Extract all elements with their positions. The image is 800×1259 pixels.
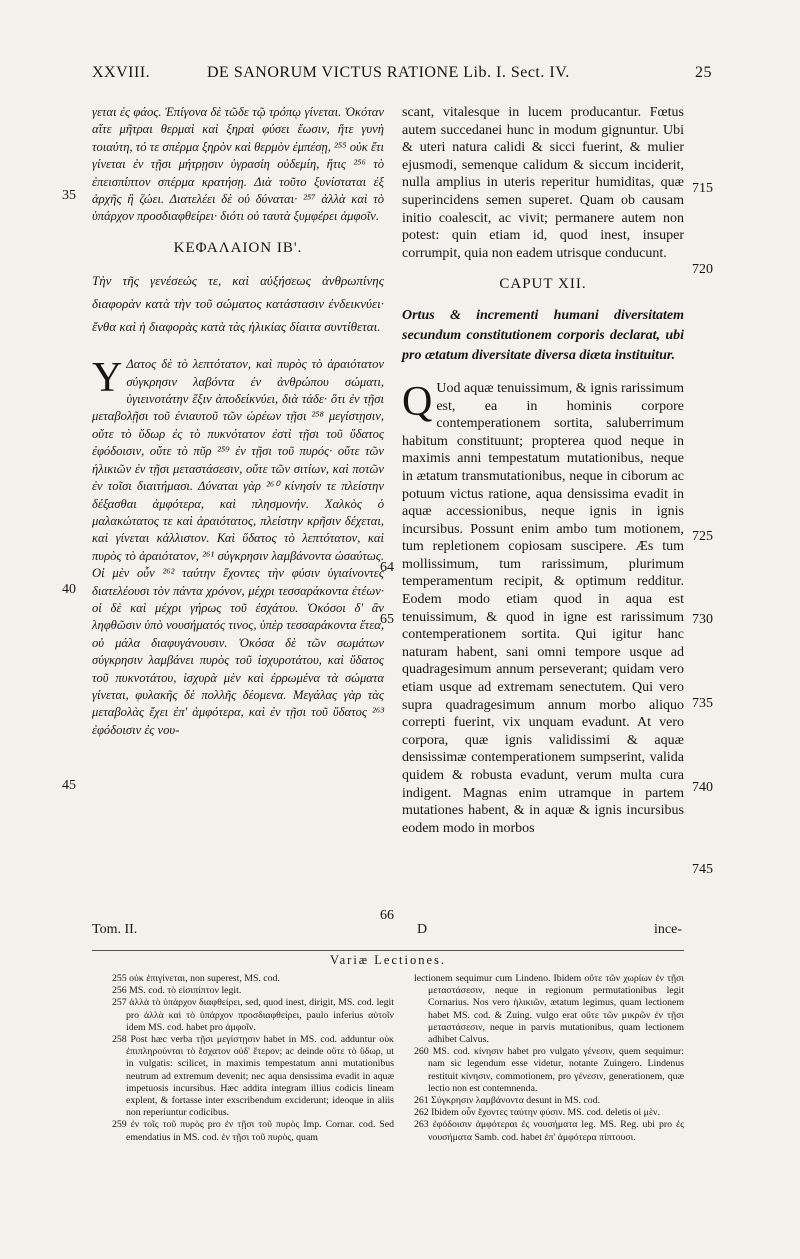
- latin-chapter-summary: Ortus & incrementi humani diversitatem secundum constitutionem corporis declarat, ubi pro ætatum diversitate diversa diæta instituitur.: [402, 307, 684, 363]
- running-header: [92, 64, 712, 86]
- variant-note: 259 ἐν τοῖς τοῦ πυρὸς pro ἐν τῇσι τοῦ πυρὸς Imp. Cornar. cod. Sed emendatius in MS. cod. ἐν τῇσι τοῦ πυρὸς, quam: [112, 1119, 394, 1143]
- variant-note: 260 MS. cod. κίνησιν habet pro vulgato γένεσιν, quem sequimur: nam sic legendum esse videtur, notante Zuingero. Lindenus restituit κίνησιν, commotionem, pro γένεσιν, generationem, quæ lectio non est contemnenda.: [414, 1046, 684, 1094]
- variant-note: 255 οὐκ ἐπιγίνεται, non superest, MS. cod.: [112, 973, 280, 984]
- margin-line-number: 35: [62, 188, 76, 203]
- signature-mark: D: [417, 922, 428, 937]
- variant-note: 257 ἀλλὰ τὸ ὑπάρχον διαφθείρει, sed, quod inest, dirigit, MS. cod. legit pro ἀλλὰ καὶ τὸ ὑπάρχον προσδιαφθείρει, paulo inferius αὐτοῖν idem MS. cod. habet pro ἀμφοῖν.: [112, 997, 394, 1033]
- margin-line-number: 745: [692, 862, 713, 877]
- page-number: 25: [695, 64, 712, 81]
- greek-chapter-summary: Τὴν τῆς γενέσεώς τε, καὶ αὐξήσεως ἀνθρωπίνης διαφορὰν κατὰ τὴν τοῦ σώματος κατάστασιν ἐνδεικνύει· ἔνθα καὶ ἡ διαφορὰς κατὰ τὰς ἡλικίας δίαιτα συντίθεται.: [92, 273, 384, 335]
- variant-note: 258 Post hæc verba τῇσι μεγίστῃσιν habet in MS. cod. adduntur οὐκ ἐπιπληρούνται τὸ ἔσχατον οὐδ' ἔτερον; ac deinde οὔτε τὸ ὕδωρ, ut in vulgatis: scilicet, in maximis tempestatum anni mutationibus neutrum ad extremum devenit; nec aqua densissima evadit in aquæ impetuosis incursibus. Hæc addita integram illius codicis lineam explent, & fortasse inter exscribendum exciderunt; ideoque in aliis non reperiuntur codicibus.: [112, 1034, 394, 1119]
- margin-line-number: 66: [380, 908, 394, 923]
- margin-line-number: 65: [380, 612, 394, 627]
- variae-lectiones-heading: Variæ Lectiones.: [329, 953, 446, 967]
- greek-dropcap: Υ: [92, 355, 123, 402]
- variant-note: 261 Σύγκρησιν λαμβάνοντα desunt in MS. cod.: [414, 1095, 601, 1107]
- margin-line-number: 715: [692, 181, 713, 196]
- running-title: DE SANORUM VICTUS RATIONE Lib. I. Sect. IV.: [207, 64, 570, 81]
- latin-column: [402, 104, 684, 837]
- greek-chapter-heading: ΚΕΦΑΛΑΙΟΝ ΙΒ'.: [173, 239, 303, 256]
- margin-line-number: 40: [62, 582, 76, 597]
- latin-dropcap: Q: [402, 378, 433, 425]
- greek-body-text: Δατος δὲ τὸ λεπτότατον, καὶ πυρὸς τὸ ἀραιότατον σύγκρησιν λαβόντα ἐν ἀνθρώπου σώματι, ὑγιεινοτάτην ἕξιν ἀποδείκνύει, διὰ τάδε· ὅτι ἐν τῇσι μεταβολῇσι τοῦ ἐνιαυτοῦ τῶν ὡρέων τῇσι ²⁵⁸ μεγίστῃσιν, οὔτε τὸ ὕδωρ ἐς τὸ πυκνότατον ἐστὶ τῇσι τοῦ ὕδατος ἐφόδοισιν, οὔτε τὸ πῦρ ²⁵⁹ ἐν τῇσι τοῦ πυρός· οὔτε τῶν ἡλικιῶν ἐν τῇσι μεταστάσεσιν, οὔτε τῶν σιτίων, καὶ ποτῶν ἐν τοῖσι διαιτήμασι. Δύναται γὰρ ²⁶⁰ κίνησίν τε πλείστην δέξασθαι ἀμφότερα, καὶ πλησμονήν. Χαλκὸς ὁ μαλακώτατος τε καὶ ἀραιότατος, πλείστην κρῆσιν δέχεται, καὶ γίνεται κάλλιστον. Καὶ ὕδατος τὸ λεπτότατον, καὶ πυρὸς τὸ ἀραιότατον, ²⁶¹ σύγκρησιν λαμβάνοντα ὡσαύτως. Οἱ μὲν οὖν ²⁶² ταύτην ἔχοντες τὴν φύσιν ὑγιαίνοντες διατελέουσι τὸν πάντα χρόνον, μέχρι τεσσαράκοντα ἐτέων· οἱ δὲ καὶ μέχρι γήρως τοῦ ἐσχάτου. Ὁκόσοι δ' ἂν ληφθῶσιν ὑπὸ νουσήματός τινος, ὑπὲρ τεσσαράκοντα ἔτεα, οὐ μάλα διαφυγάνουσιν. Ὁκόσα δὲ τῶν σωμάτων σύγκρησιν λαμβάνει πυρὸς τοῦ ἰσχυροτάτου, καὶ ὕδατος τοῦ πυκνοτάτου, ἰσχυρὰ μὲν καὶ ἐρρωμένα τὰ σώματα γίνεται, φυλακῆς δὲ πολλῆς δέομενα. Μεγάλας γὰρ τὰς μεταβολὰς ἔχει ἐπ' ἀμφότερα, καὶ ἐν τῇσι τοῦ ὕδατος ²⁶³ ἐφόδοισιν ἐς νου-: [92, 357, 384, 737]
- greek-column: [92, 104, 384, 739]
- page-footer: [92, 922, 682, 944]
- catchword: ince-: [654, 922, 682, 937]
- variant-note: 256 MS. cod. τὸ εἰσιπίπτον legit.: [112, 985, 242, 997]
- greek-opening-text: γεται ἐς φάος. Ἐπίγονα δὲ τῶδε τῷ τρόπῳ γίνεται. Ὁκόταν αἵτε μῆτραι θερμαὶ καὶ ξηραὶ φύσει ἔωσιν, ἥτε γυνὴ τοιαύτη, τό τε σπέρμα ξηρὸν καὶ θερμὸν ἐμπέσῃ, ²⁵⁵ οὐκ ἔτι γίνεται ἐν τῇσι μήτρῃσιν ὑγρασίη οὐδεμίη, ἥτις ²⁵⁶ τὸ ἐπεισπίπτον σπέρμα κρατήσῃ. Διὰ τοῦτο ξυνίσταται ἐξ ἀρχῆς ἢ ζώει. Διατελέει δὲ οὐ δύναται· ²⁵⁷ ἀλλὰ καὶ τὸ ὑπάρχον προσδιαφθείρει· διότι οὐ ταυτὰ ξυμφέρει ἀμφοῖν.: [92, 105, 384, 224]
- margin-line-number: 64: [380, 560, 394, 575]
- section-number: XXVIII.: [92, 64, 151, 81]
- notes-divider: [92, 950, 684, 951]
- latin-chapter-heading: CAPUT XII.: [499, 276, 587, 293]
- variant-note: 262 Ibidem οὖν ἔχοντες ταύτην φύσιν. MS. cod. deletis οἱ μὲν.: [414, 1107, 660, 1119]
- margin-line-number: 725: [692, 529, 713, 544]
- margin-line-number: 740: [692, 780, 713, 795]
- greek-body: [92, 356, 384, 739]
- volume-label: Tom. II.: [92, 922, 138, 937]
- margin-line-number: 730: [692, 612, 713, 627]
- variant-notes-left: [112, 973, 394, 1144]
- margin-line-number: 735: [692, 696, 713, 711]
- latin-body-text: Uod aquæ tenuissimum, & ignis rarissimum est, ea in hominis corpore contemperationem sortita, saluberrimum habitum constituunt; propterea quod neque in maximis anni tempestatum mutationibus, neque in ætatum transmutationibus, neque in ciborum ac potuum victus ratione, aqua densissima evadit in aquæ accessionibus, neque ignis in ignis incursibus. Possunt enim ambo tum motionem, tum repletionem copiosam suscipere. Æs tum mollissimum, tum rarissimum, plurimum temperamentum recipit, & optimum redditur. Eodem modo etiam quod in aqua est tenuissimum, & quod in igne est rarissimum contemperationem sortita. Qui igitur hanc naturam habent, sani omni tempore usque ad quadragesimum annum perseverant; quidam vero etiam usque ad extremam senectutem. Qui vero supra quadragesimum annum morbo aliquo correpti fuerint, vix unquam evadunt. At vero corpora, quæ ignis validissimi & aquæ densissimæ contemperationem sumpserint, valida quidem & robusta evadunt, verum multa cura indigent. Magnas enim utramque in partem mutationes habent, & in aquæ & ignis incursibus eodem modo in morbos: [402, 380, 684, 836]
- latin-body: [402, 380, 684, 837]
- margin-line-number: 720: [692, 262, 713, 277]
- margin-line-number: 45: [62, 778, 76, 793]
- variant-note: lectionem sequimur cum Lindeno. Ibidem οὔτε τῶν χωρίων ἐν τῇσι μεταστάσεσιν, neque in regionum permutationibus legit Cornarius. Nos vero ἡλικιῶν, ætatum legimus, quam lectionem habet MS. cod. & Zuing. vulgo erat οὔτε τῶν μικρῶν ἐν τῇσι μεταστάσεσιν, neque in parvis mutationibus, quam lectionem adhibet Calvus.: [414, 973, 684, 1046]
- variant-note: 263 ἐφόδοισιν ἀμφότεραι ἐς νουσήματα leg. MS. Reg. ubi pro ἐς νουσήματα Samb. cod. habet ἐπ' ἀμφότερα πίπτουσι.: [414, 1119, 684, 1143]
- variant-notes-right: [414, 973, 684, 1144]
- latin-opening-text: scant, vitalesque in lucem producantur. Fœtus autem succedanei hunc in modum gignuntur. Ubi & uteri natura calidi & sicci fuerint, & mulier ejusmodi, semenque calidum & siccum inciderit, nulla amplius in uteris reperitur humiditas, quæ superincidens semen superet. Quam ob causam initio coalescit, ac vivit; permanere autem non potest: quin etiam id, quod inest, insuper corrumpit, quia non eadem utrisque conducunt.: [402, 105, 684, 261]
